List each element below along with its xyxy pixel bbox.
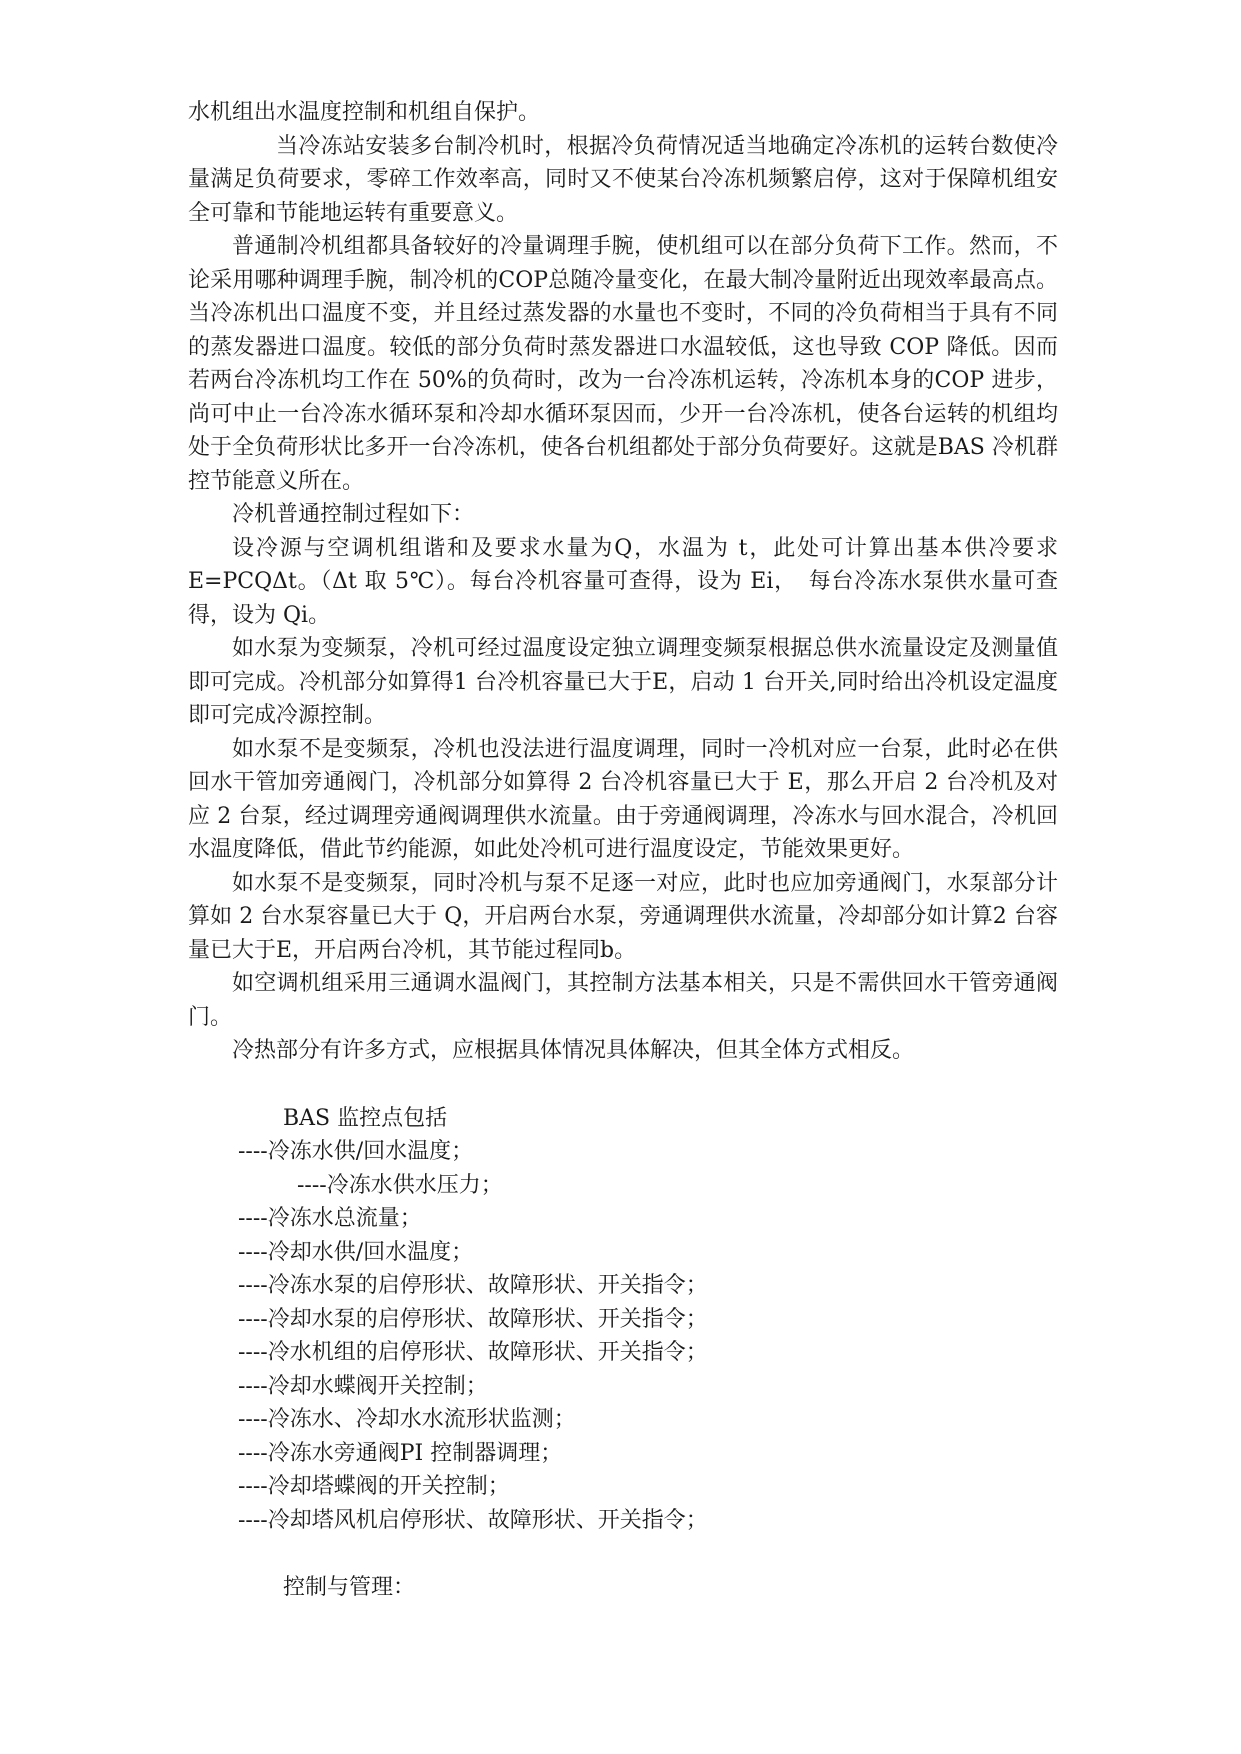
list-item: ----冷水机组的启停形状、故障形状、开关指令； [238,1340,708,1365]
list-item: ----冷冻水旁通阀PI 控制器调理； [238,1440,563,1466]
list-item: ----冷冻水泵的启停形状、故障形状、开关指令； [238,1273,708,1298]
list-item: ----冷冻水供水压力； [297,1172,503,1198]
list-item: ----冷却水泵的启停形状、故障形状、开关指令； [238,1306,708,1332]
paragraph-continuation: 水机组出水温度控制和机组自保护。 [188,100,541,125]
list-item: ----冷却塔蝶阀的开关控制； [238,1474,510,1499]
list-item: ----冷却塔风机启停形状、故障形状、开关指令； [238,1507,708,1533]
paragraph-control-process-intro: 冷机普通控制过程如下： [232,502,475,527]
list-item: ----冷冻水供/回水温度； [238,1139,474,1164]
document-body [188,96,1058,1605]
paragraph-heating: 冷热部分有许多方式，应根据具体情况具体解决，但其全体方式相反。 [232,1038,915,1063]
list-item: ----冷却水供/回水温度； [238,1239,474,1265]
list-item: ----冷冻水、冷却水水流形状监测； [238,1407,576,1432]
paragraph-variable-pump: 如水泵为变频泵，冷机可经过温度设定独立调理变频泵根据总供水流量设定及测量值即可完成。冷机部分如算得1 台冷机容量已大于E，启动 1 台开关,同时给出冷机设定温度即可完成冷源控制。 [188,636,1058,728]
paragraph-formula: 设冷源与空调机组谐和及要求水量为Q，水温为 t，此处可计算出基本供冷要求 E=PCQΔt。（Δt 取 5℃）。每台冷机容量可查得，设为 Ei， 每台冷冻水泵供水量可查得，设为 Qi。 [188,535,1058,628]
paragraph-fixed-pump: 如水泵不是变频泵，冷机也没法进行温度调理，同时一冷机对应一台泵，此时必在供回水干管加旁通阀门，冷机部分如算得 2 台冷机容量已大于 E，那么开启 2 台冷机及对应 2 台泵，经过调理旁通阀调理供水流量。由于旁通阀调理，冷冻水与回水混合，冷机回水温度降低，借此节约能源，如此处冷机可进行温度设定，节能效果更好。 [188,736,1058,862]
control-management-heading: 控制与管理： [283,1575,416,1600]
list-item: ----冷却水蝶阀开关控制； [238,1373,488,1399]
paragraph-cop: 普通制冷机组都具备较好的冷量调理手腕，使机组可以在部分负荷下工作。然而，不论采用哪种调理手腕，制冷机的COP总随冷量变化，在最大制冷量附近出现效率最高点。当冷冻机出口温度不变，并且经过蒸发器的水量也不变时，不同的冷负荷相当于具有不同的蒸发器进口温度。较低的部分负荷时蒸发器进口水温较低，这也导致 COP 降低。因而若两台冷冻机均工作在 50%的负荷时，改为一台冷冻机运转，冷冻机本身的COP 进步，尚可中止一台冷冻水循环泵和冷却水循环泵因而，少开一台冷冻机，使各台运转的机组均处于全负荷形状比多开一台冷冻机，使各台机组都处于部分负荷要好。这就是BAS 冷机群控节能意义所在。 [188,234,1058,494]
paragraph-three-way-valve: 如空调机组采用三通调水温阀门，其控制方法基本相关，只是不需供回水干管旁通阀门。 [188,971,1058,1030]
paragraph-fixed-pump-unmatched: 如水泵不是变频泵，同时冷机与泵不足逐一对应，此时也应加旁通阀门，水泵部分计算如 2 台水泵容量已大于 Q，开启两台水泵，旁通调理供水流量，冷却部分如计算2 台容量已大于E，开启两台冷机，其节能过程同b。 [188,870,1058,963]
paragraph-multi-chiller: 当冷冻站安装多台制冷机时，根据冷负荷情况适当地确定冷冻机的运转台数使冷量满足负荷要求，零碎工作效率高，同时又不使某台冷冻机频繁启停，这对于保障机组安全可靠和节能地运转有重要意义。 [188,133,1058,226]
spacer [188,1068,1058,1102]
bas-points-list [188,1135,1058,1537]
bas-points-heading: BAS 监控点包括 [283,1105,448,1131]
list-item: ----冷冻水总流量； [238,1206,422,1231]
